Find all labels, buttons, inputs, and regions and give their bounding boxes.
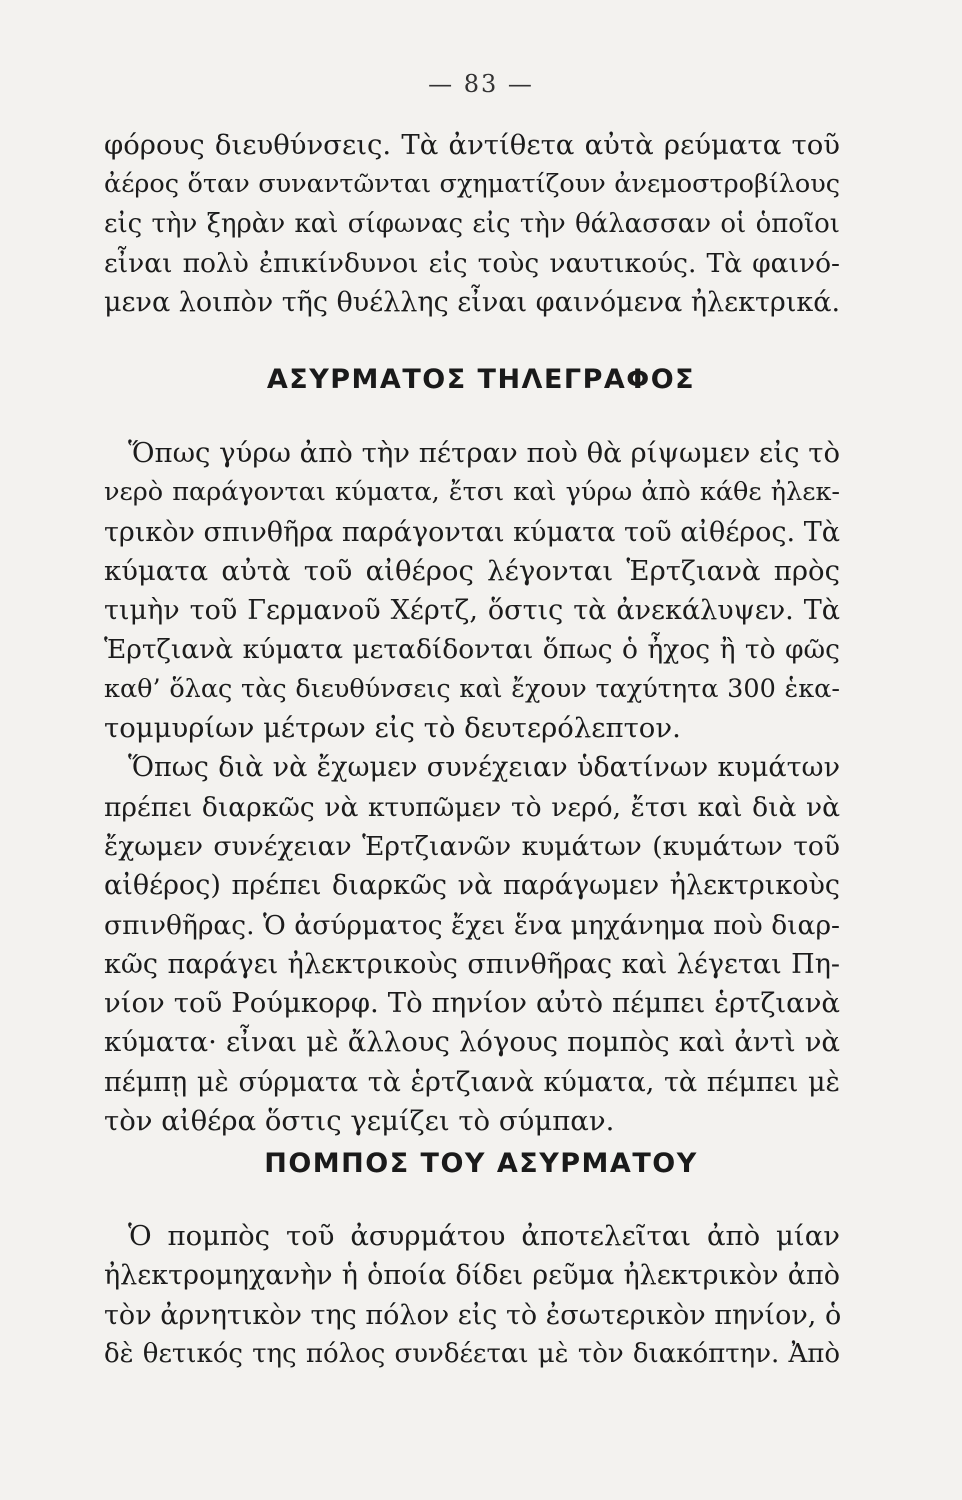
text-line: τομμυρίων μέτρων εἰς τὸ δευτερόλεπτον.: [104, 712, 681, 745]
text-line: τρικὸν σπινθῆρα παράγονται κύματα τοῦ αἰθέρος. Τὰ: [104, 516, 840, 548]
text-line: εἶναι πολὺ ἐπικίνδυνοι εἰς τοὺς ναυτικούς. Τὰ φαινό-: [104, 247, 840, 279]
text-line: νίον τοῦ Ρούμκορφ. Τὸ πηνίον αὐτὸ πέμπει ἑρτζιανὰ: [104, 987, 840, 1020]
text-line: ἀέρος ὅταν συναντῶνται σχηματίζουν ἀνεμοστροβίλους: [104, 169, 840, 200]
text-line: φόρους διευθύνσεις. Τὰ ἀντίθετα αὐτὰ ρεύματα τοῦ: [104, 129, 840, 161]
text-line: δὲ θετικός της πόλος συνδέεται μὲ τὸν διακόπτην. Ἀπὸ: [104, 1338, 840, 1369]
text-line: πέμπῃ μὲ σύρματα τὰ ἑρτζιανὰ κύματα, τὰ πέμπει μὲ: [104, 1066, 840, 1098]
text-line: αἰθέρος) πρέπει διαρκῶς νὰ παράγωμεν ἠλεκτρικοὺς: [104, 870, 840, 902]
section-heading-transmitter: ΠΟΜΠΟΣ ΤΟΥ ΑΣΥΡΜΑΤΟΥ: [264, 1148, 698, 1179]
text-line: κύματα· εἶναι μὲ ἄλλους λόγους πομπὸς καὶ ἀντὶ νὰ: [104, 1026, 840, 1059]
page-number: — 83 —: [428, 70, 534, 98]
text-line: Ὁ πομπὸς τοῦ ἀσυρμάτου ἀποτελεῖται ἀπὸ μίαν: [128, 1220, 840, 1252]
paragraph-transmitter: [104, 1217, 840, 1374]
section-heading-wireless-telegraph: ΑΣΥΡΜΑΤΟΣ ΤΗΛΕΓΡΑΦΟΣ: [266, 364, 696, 395]
text-line: σπινθῆρας. Ὁ ἀσύρματος ἔχει ἕνα μηχάνημα ποὺ διαρ-: [104, 909, 840, 941]
text-line: ἠλεκτρομηχανὴν ἡ ὁποία δίδει ρεῦμα ἠλεκτρικὸν ἀπὸ: [104, 1260, 840, 1292]
paragraph-telegraph: [104, 434, 840, 1141]
text-line: τὸν αἰθέρα ὅστις γεμίζει τὸ σύμπαν.: [104, 1105, 615, 1138]
text-line: Ὅπως διὰ νὰ ἔχωμεν συνέχειαν ὑδατίνων κυμάτων: [128, 752, 840, 784]
text-line: εἰς τὴν ξηρὰν καὶ σίφωνας εἰς τὴν θάλασσαν οἱ ὁποῖοι: [104, 208, 840, 239]
text-line: τὸν ἀρνητικὸν της πόλον εἰς τὸ ἐσωτερικὸν πηνίον, ὁ: [104, 1299, 842, 1331]
text-line: καθ’ ὅλας τὰς διευθύνσεις καὶ ἔχουν ταχύτητα 300 ἑκα-: [104, 673, 840, 704]
text-line: πρέπει διαρκῶς νὰ κτυπῶμεν τὸ νερό, ἔτσι καὶ διὰ νὰ: [104, 791, 840, 823]
paragraph-intro: [104, 126, 840, 322]
text-line: τιμὴν τοῦ Γερμανοῦ Χέρτζ, ὅστις τὰ ἀνεκάλυψεν. Τὰ: [104, 595, 840, 627]
text-line: μενα λοιπὸν τῆς θυέλλης εἶναι φαινόμενα ἠλεκτρικά.: [104, 287, 841, 319]
text-line: Ἑρτζιανὰ κύματα μεταδίδονται ὅπως ὁ ἦχος ἢ τὸ φῶς: [104, 634, 840, 666]
text-line: κύματα αὐτὰ τοῦ αἰθέρος λέγονται Ἑρτζιανὰ πρὸς: [104, 554, 840, 587]
text-line: νερὸ παράγονται κύματα, ἔτσι καὶ γύρω ἀπὸ κάθε ἠλεκ-: [104, 477, 840, 508]
text-line: ἔχωμεν συνέχειαν Ἑρτζιανῶν κυμάτων (κυμάτων τοῦ: [104, 830, 840, 862]
text-line: κῶς παράγει ἠλεκτρικοὺς σπινθῆρας καὶ λέγεται Πη-: [104, 948, 840, 980]
text-line: Ὅπως γύρω ἀπὸ τὴν πέτραν ποὺ θὰ ρίψωμεν εἰς τὸ: [128, 437, 840, 469]
